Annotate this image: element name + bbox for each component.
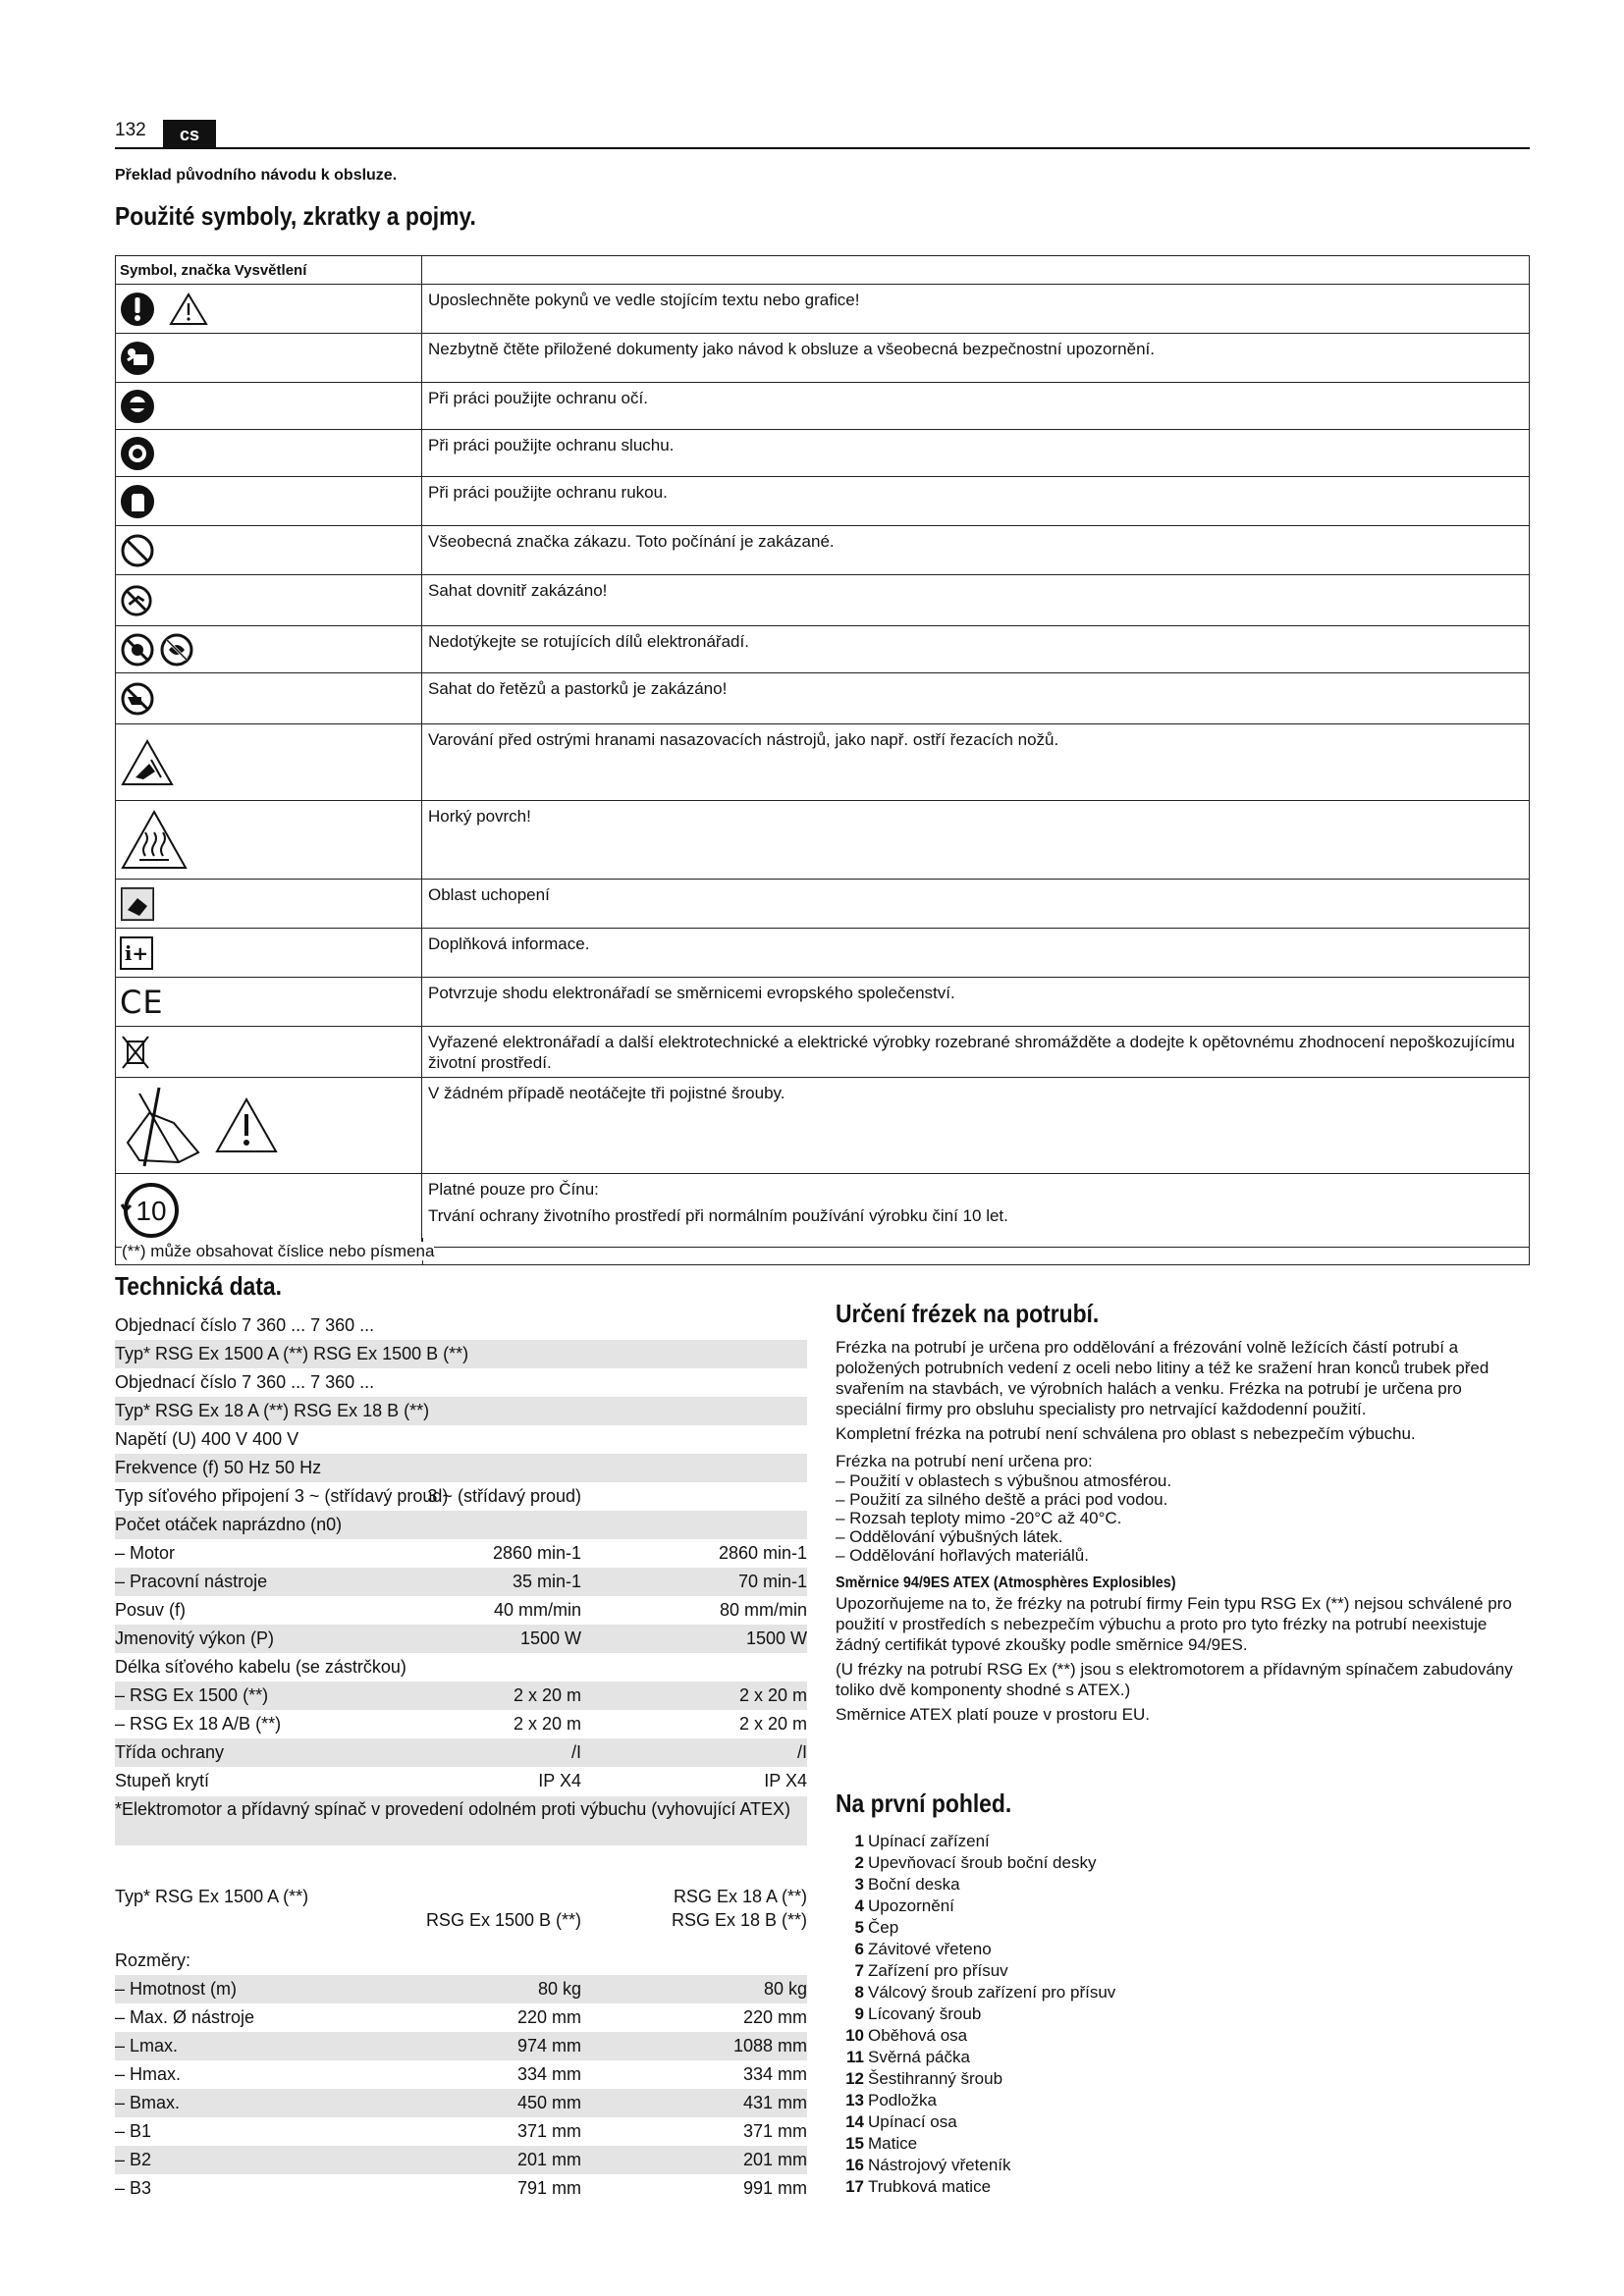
symbol-description: Při práci použijte ochranu sluchu. [428, 436, 675, 454]
symbol-row [116, 430, 1529, 477]
part-name: Upozornění [868, 1896, 954, 1915]
part-name: Šestihranný šroub [868, 2069, 1003, 2088]
tech-label: Typ* RSG Ex 1500 A (**) RSG Ex 1500 B (**) [115, 1344, 469, 1363]
tech-row [115, 1539, 807, 1568]
symbol-description: Nedotýkejte se rotujících dílů elektronářadí. [428, 632, 749, 651]
dimensions-table [115, 1887, 807, 2203]
dimension-row [115, 2146, 807, 2174]
tech-value-2: 2860 min-1 [718, 1543, 807, 1563]
tech-label: Posuv (f) [115, 1600, 187, 1620]
tech-value-1: /I [570, 1742, 581, 1762]
tech-data-table [115, 1311, 807, 1795]
no-touch-rotating-icon [120, 632, 155, 667]
dim-col1: RSG Ex 1500 B (**) [425, 1910, 581, 1930]
weee-bin-icon [120, 1034, 151, 1071]
symbol-description: Doplňková informace. [428, 934, 590, 953]
dimensions-header [115, 1887, 807, 1944]
dimension-row [115, 2003, 807, 2032]
part-name: Zařízení pro přísuv [868, 1961, 1008, 1980]
part-item [844, 2025, 1115, 2047]
document-subtitle: Překlad původního návodu k obsluze. [115, 167, 398, 184]
tech-value-2: IP X4 [764, 1771, 807, 1790]
dim-value-2: 80 kg [763, 1979, 807, 1999]
tech-label: Stupeň krytí [115, 1771, 210, 1790]
tech-value-2: 80 mm/min [719, 1600, 807, 1620]
dim-col2-line1: RSG Ex 18 A (**) [673, 1887, 807, 1906]
part-name: Nástrojový vřeteník [868, 2156, 1011, 2174]
tech-row [115, 1311, 807, 1340]
tech-value-1: 35 min-1 [512, 1572, 581, 1591]
info-icon: i+ [120, 936, 153, 970]
purpose-section-title: Určení frézek na potrubí. [836, 1299, 1100, 1328]
symbols-table-header [116, 256, 1529, 285]
dim-value-2: 991 mm [742, 2178, 807, 2198]
page-header [115, 118, 1530, 149]
dim-label: – Max. Ø nástroje [115, 2007, 255, 2027]
dim-value-1: 791 mm [516, 2178, 581, 2198]
dim-label: – B1 [115, 2121, 152, 2141]
part-item [844, 1939, 1115, 1960]
symbol-description: Nezbytně čtěte přiložené dokumenty jako návod k obsluze a všeobecná bezpečnostní upozornění. [428, 340, 1155, 358]
part-number: 8 [854, 1983, 864, 2002]
tech-label: Počet otáček naprázdno (n0) [115, 1515, 343, 1534]
part-item [844, 1917, 1115, 1939]
overview-section-title: Na první pohled. [836, 1789, 1012, 1818]
part-number: 13 [845, 2091, 864, 2109]
symbol-row [116, 978, 1529, 1027]
no-touch-rotating-icon [159, 632, 194, 667]
atex-note: *Elektromotor a přídavný spínač v provedení odolném proti výbuchu (vyhovující ATEX) [115, 1796, 807, 1845]
symbol-row [116, 626, 1529, 673]
tech-row [115, 1482, 807, 1511]
symbol-description: Potvrzuje shodu elektronářadí se směrnicemi evropského společenství. [428, 984, 955, 1002]
tech-value-1: IP X4 [538, 1771, 581, 1790]
tech-value-2: /I [796, 1742, 807, 1762]
tech-value-1: 2860 min-1 [492, 1543, 581, 1563]
tech-value-1: 1500 W [519, 1629, 581, 1648]
mandatory-info-icon [120, 292, 155, 327]
dimension-row [115, 2060, 807, 2089]
symbol-row [116, 334, 1529, 383]
part-name: Boční deska [868, 1875, 960, 1894]
dim-label: – Lmax. [115, 2036, 179, 2056]
list-item: – Oddělování výbušných látek. [836, 1527, 1063, 1546]
part-number: 9 [854, 2004, 864, 2023]
dim-value-1: 371 mm [516, 2121, 581, 2141]
part-name: Trubková matice [868, 2177, 992, 2196]
symbol-row [116, 477, 1529, 526]
symbol-description: Vyřazené elektronářadí a další elektrotechnické a elektrické výrobky rozebrané shromážděte a dodejte k opětovnému zhodnocení nepoškozujícímu životní prostředí. [428, 1033, 1515, 1072]
tech-section-title: Technická data. [115, 1271, 282, 1301]
dim-label: – B3 [115, 2178, 152, 2198]
dimension-row [115, 2032, 807, 2060]
part-name: Oběhová osa [868, 2026, 968, 2045]
symbol-row [116, 929, 1529, 978]
purpose-text [836, 1337, 1523, 1725]
symbol-row [116, 880, 1529, 929]
part-number: 7 [854, 1961, 864, 1980]
tech-row [115, 1710, 807, 1738]
tech-value-1: 2 x 20 m [513, 1685, 581, 1705]
symbol-row [116, 801, 1529, 880]
symbol-row [116, 724, 1529, 801]
part-name: Závitové vřeteno [868, 1940, 992, 1958]
part-item [844, 2003, 1115, 2025]
part-item [844, 1874, 1115, 1896]
hearing-protection-icon [120, 436, 155, 471]
dim-value-1: 334 mm [516, 2064, 581, 2084]
part-name: Válcový šroub zařízení pro přísuv [868, 1983, 1116, 2002]
symbol-description: Oblast uchopení [428, 885, 550, 904]
symbol-description: Při práci použijte ochranu očí. [428, 389, 648, 407]
dim-value-2: 201 mm [742, 2150, 807, 2169]
part-item [844, 1896, 1115, 1917]
read-manual-icon [120, 341, 155, 376]
grip-area-icon [120, 886, 155, 922]
part-name: Podložka [868, 2091, 937, 2109]
eye-protection-icon [120, 389, 155, 424]
atex-p2: (U frézky na potrubí RSG Ex (**) jsou s elektromotorem a přídavným spínačem zabudovány toliko dvě komponenty shodné s ATEX.) [836, 1660, 1513, 1699]
tech-value-2: 2 x 20 m [738, 1685, 807, 1705]
tech-label: Délka síťového kabelu (se zástrčkou) [115, 1657, 406, 1677]
dim-value-2: 371 mm [742, 2121, 807, 2141]
part-number: 1 [854, 1832, 864, 1850]
tech-row [115, 1682, 807, 1710]
part-number: 6 [854, 1940, 864, 1958]
dimension-row [115, 2117, 807, 2146]
part-item [844, 2068, 1115, 2090]
list-item: – Oddělování hořlavých materiálů. [836, 1546, 1089, 1565]
list-item: – Použití v oblastech s výbušnou atmosférou. [836, 1471, 1172, 1490]
hand-protection-icon [120, 484, 155, 519]
tech-row [115, 1511, 807, 1539]
tech-row [115, 1425, 807, 1454]
part-number: 14 [845, 2112, 864, 2131]
symbol-description: V žádném případě neotáčejte tři pojistné šrouby. [428, 1084, 785, 1102]
part-name: Upínací osa [868, 2112, 957, 2131]
page-number: 132 [115, 120, 146, 140]
symbol-description: Všeobecná značka zákazu. Toto počínání je zakázané. [428, 532, 835, 551]
do-not-turn-screws-icon [120, 1084, 208, 1168]
part-item [844, 2155, 1115, 2176]
dimension-row [115, 2089, 807, 2117]
dim-label: Rozměry: [115, 1950, 191, 1970]
symbols-section-title: Použité symboly, zkratky a pojmy. [115, 201, 476, 231]
part-item [844, 1831, 1115, 1852]
part-name: Čep [868, 1918, 899, 1937]
part-name: Matice [868, 2134, 918, 2153]
part-number: 5 [854, 1918, 864, 1937]
purpose-p2: Kompletní frézka na potrubí není schválena pro oblast s nebezpečím výbuchu. [836, 1424, 1416, 1443]
dim-value-1: 220 mm [516, 2007, 581, 2027]
symbol-description [422, 1174, 1529, 1247]
tech-label: – Motor [115, 1543, 176, 1563]
tech-label: Jmenovitý výkon (P) [115, 1629, 275, 1648]
china-epup-icon [120, 1179, 183, 1242]
ce-mark-icon: CE [120, 983, 164, 1021]
symbol-description: Sahat dovnitř zakázáno! [428, 581, 608, 600]
china-epup-number: 10 [135, 1196, 167, 1226]
part-item [844, 1982, 1115, 2003]
dimension-row [115, 1975, 807, 2003]
tech-row [115, 1368, 807, 1397]
dim-value-2: 431 mm [742, 2093, 807, 2112]
part-name: Upínací zařízení [868, 1832, 990, 1850]
tech-label: – RSG Ex 18 A/B (**) [115, 1714, 282, 1734]
tech-label: Objednací číslo 7 360 ... 7 360 ... [115, 1315, 375, 1335]
symbol-row [116, 1078, 1529, 1174]
part-number: 16 [845, 2156, 864, 2174]
part-number: 17 [845, 2177, 864, 2196]
tech-value-2: 70 min-1 [737, 1572, 807, 1591]
hot-surface-warning-icon [120, 809, 189, 872]
part-name: Svěrná páčka [868, 2048, 970, 2066]
tech-row [115, 1596, 807, 1625]
symbols-col-header: Symbol, značka Vysvětlení [116, 256, 422, 284]
symbol-description: Při práci použijte ochranu rukou. [428, 483, 668, 502]
dimension-row [115, 1947, 807, 1975]
china-line-2: Trvání ochrany životního prostředí při normálním používání výrobku činí 10 let. [428, 1206, 1008, 1225]
dim-type-label: Typ* RSG Ex 1500 A (**) [115, 1887, 309, 1906]
warning-triangle-icon [214, 1096, 279, 1155]
tech-value-1: 3 ~ (střídavý proud) [427, 1486, 581, 1506]
footnote-text: (**) může obsahovat číslice nebo písmena [122, 1242, 435, 1260]
symbol-description: Uposlechněte pokynů ve vedle stojícím textu nebo grafice! [428, 291, 860, 309]
warning-triangle-icon [169, 293, 208, 326]
tech-value-2: 2 x 20 m [738, 1714, 807, 1734]
part-number: 4 [854, 1896, 864, 1915]
tech-row [115, 1738, 807, 1767]
part-item [844, 1852, 1115, 1874]
part-item [844, 2111, 1115, 2133]
prohibition-icon [120, 533, 155, 568]
no-reach-in-icon [120, 584, 153, 617]
symbol-row [116, 526, 1529, 575]
tech-label: – Pracovní nástroje [115, 1572, 268, 1591]
part-item [844, 2090, 1115, 2111]
dim-value-1: 450 mm [516, 2093, 581, 2112]
tech-row [115, 1625, 807, 1653]
symbol-row [116, 1174, 1529, 1247]
dimension-row [115, 2174, 807, 2203]
china-line-1: Platné pouze pro Čínu: [428, 1180, 599, 1199]
not-intended-list [836, 1471, 1523, 1565]
symbol-row [116, 383, 1529, 430]
part-name: Upevňovací šroub boční desky [868, 1853, 1097, 1872]
purpose-p1: Frézka na potrubí je určena pro oddělování a frézování volně ležících částí potrubí a položených potrubních vedení z oceli nebo litiny a též ke sražení hran konců trubek před svařením na stavbách, ve výrobních halách a venku. Frézka na potrubí je určena pro speciální firmy pro obsluhu specialisty pro netrvající každodenní použití. [836, 1338, 1489, 1418]
atex-title: Směrnice 94/9ES ATEX (Atmosphères Explosibles) [836, 1575, 1176, 1591]
part-item [844, 1960, 1115, 1982]
sharp-edges-warning-icon [120, 738, 175, 787]
tech-row [115, 1397, 807, 1425]
tech-label: Objednací číslo 7 360 ... 7 360 ... [115, 1372, 375, 1392]
symbols-table [115, 255, 1530, 1248]
symbol-row [116, 575, 1529, 626]
part-number: 11 [846, 2048, 864, 2066]
part-number: 3 [854, 1875, 864, 1894]
dim-value-1: 80 kg [537, 1979, 581, 1999]
symbol-description: Sahat do řetězů a pastorků je zakázáno! [428, 679, 728, 698]
part-number: 10 [845, 2026, 864, 2045]
tech-label: – RSG Ex 1500 (**) [115, 1685, 269, 1705]
dim-label: – Hmotnost (m) [115, 1979, 238, 1999]
tech-row [115, 1568, 807, 1596]
tech-value-2: 1500 W [745, 1629, 807, 1648]
tech-value-1: 40 mm/min [493, 1600, 581, 1620]
dim-label: – B2 [115, 2150, 152, 2169]
list-item: – Použití za silného deště a práci pod vodou. [836, 1490, 1168, 1509]
part-item [844, 2133, 1115, 2155]
symbol-row [116, 1027, 1529, 1078]
dim-value-1: 201 mm [516, 2150, 581, 2169]
language-badge: cs [163, 120, 216, 149]
part-name: Lícovaný šroub [868, 2004, 982, 2023]
symbol-description: Horký povrch! [428, 807, 531, 826]
atex-p3: Směrnice ATEX platí pouze v prostoru EU. [836, 1705, 1150, 1724]
tech-row [115, 1653, 807, 1682]
atex-p1: Upozorňujeme na to, že frézky na potrubí firmy Fein typu RSG Ex (**) nejsou schválené pro použití v prostředích s nebezpečím výbuchu a proto pro tyto frézky na potrubí neexistuje žádný certifikát typové zkoušky podle směrnice 94/9ES. [836, 1594, 1512, 1654]
dim-col2-line2: RSG Ex 18 B (**) [671, 1910, 807, 1930]
dim-value-2: 334 mm [742, 2064, 807, 2084]
tech-label: Napětí (U) 400 V 400 V [115, 1429, 299, 1449]
symbols-footnote [115, 1238, 1530, 1265]
part-number: 2 [854, 1853, 864, 1872]
dim-value-2: 1088 mm [732, 2036, 807, 2056]
tech-value-1: 2 x 20 m [513, 1714, 581, 1734]
dim-label: – Bmax. [115, 2093, 181, 2112]
list-item: – Rozsah teploty mimo -20°C až 40°C. [836, 1509, 1122, 1527]
tech-label: Třída ochrany [115, 1742, 225, 1762]
symbol-row [116, 285, 1529, 334]
tech-row [115, 1454, 807, 1482]
part-number: 12 [845, 2069, 864, 2088]
not-intended-intro: Frézka na potrubí není určena pro: [836, 1452, 1093, 1470]
tech-label: Frekvence (f) 50 Hz 50 Hz [115, 1458, 322, 1477]
dim-label: – Hmax. [115, 2064, 182, 2084]
part-item [844, 2176, 1115, 2198]
no-reach-chains-icon [120, 681, 155, 717]
parts-list [844, 1831, 1115, 2198]
dim-value-2: 220 mm [742, 2007, 807, 2027]
part-number: 15 [845, 2134, 864, 2153]
part-item [844, 2047, 1115, 2068]
symbol-description: Varování před ostrými hranami nasazovacích nástrojů, jako např. ostří řezacích nožů. [428, 730, 1059, 749]
tech-row [115, 1767, 807, 1795]
tech-row [115, 1340, 807, 1368]
dim-value-1: 974 mm [516, 2036, 581, 2056]
tech-label: Typ* RSG Ex 18 A (**) RSG Ex 18 B (**) [115, 1401, 430, 1420]
tech-label: Typ síťového připojení 3 ~ (střídavý proud) [115, 1486, 449, 1506]
symbol-row [116, 673, 1529, 724]
